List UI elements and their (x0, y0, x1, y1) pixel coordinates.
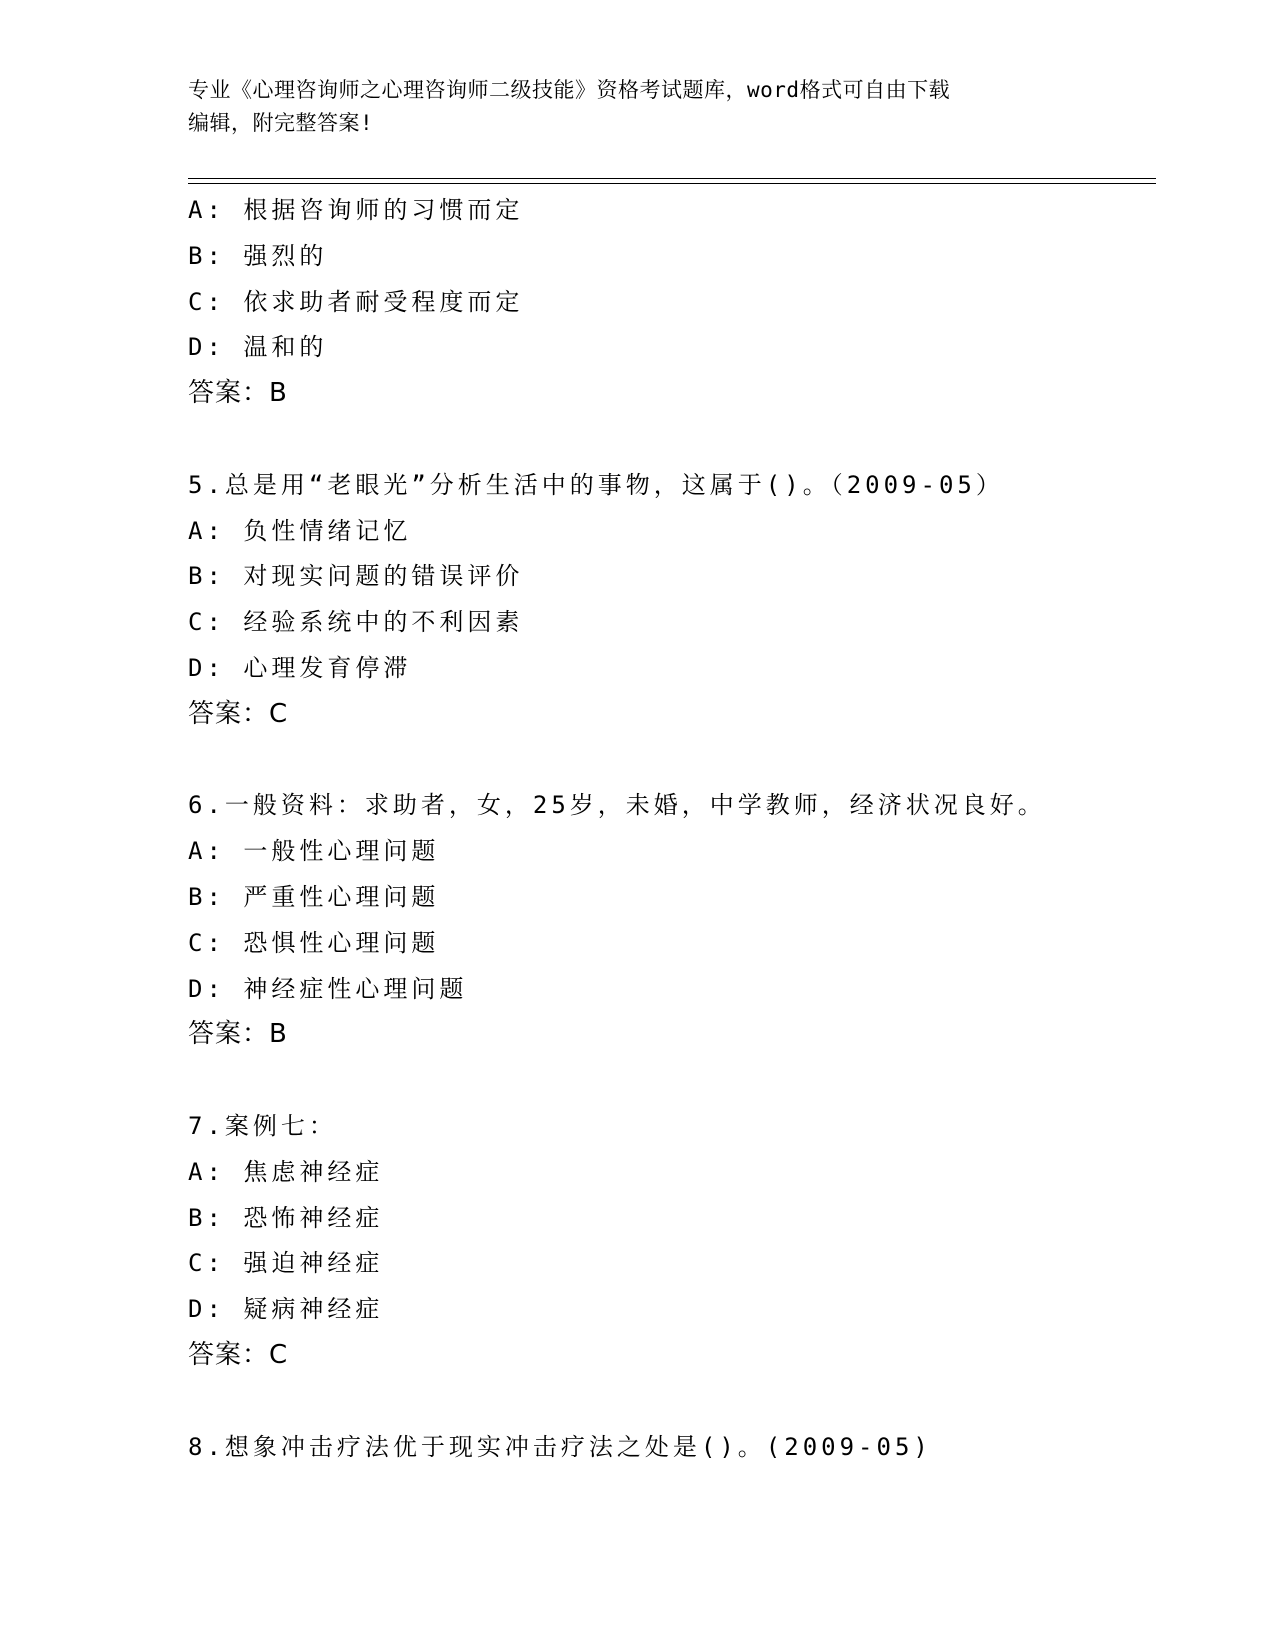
option-a: A: 根据咨询师的习惯而定 (188, 196, 524, 224)
option-d: D: 疑病神经症 (188, 1295, 384, 1324)
option-d: D: 神经症性心理问题 (188, 974, 468, 1003)
option-d: D: 心理发育停滞 (188, 653, 412, 682)
question-list (188, 188, 1148, 1470)
option-a: A: 一般性心理问题 (188, 837, 440, 866)
spacer (188, 1379, 1148, 1425)
header-line-1: 专业《心理咨询师之心理咨询师二级技能》资格考试题库，word格式可自由下载 (188, 78, 951, 102)
option-b: B: 对现实问题的错误评价 (188, 562, 524, 591)
answer-label: 答案：C (188, 1339, 289, 1370)
question-block-5 (188, 463, 1148, 738)
option-c: C: 强迫神经症 (188, 1249, 384, 1278)
document-header (188, 74, 1088, 140)
option-d: D: 温和的 (188, 333, 328, 362)
question-text: 8.想象冲击疗法优于现实冲击疗法之处是()。(2009-05) (188, 1432, 932, 1461)
question-block-7 (188, 1104, 1148, 1379)
option-c: C: 经验系统中的不利因素 (188, 608, 524, 637)
option-b: B: 强烈的 (188, 241, 328, 270)
question-block-4 (188, 188, 1148, 417)
header-rule-bottom (188, 183, 1156, 184)
header-rule-top (188, 178, 1156, 179)
question-block-8 (188, 1425, 1148, 1471)
question-block-6 (188, 783, 1148, 1058)
option-c: C: 依求助者耐受程度而定 (188, 287, 524, 316)
spacer (188, 1058, 1148, 1104)
question-text: 6.一般资料：求助者，女，25岁，未婚，中学教师，经济状况良好。 (188, 791, 1046, 820)
answer-label: 答案：C (188, 698, 289, 729)
option-b: B: 恐怖神经症 (188, 1203, 384, 1232)
question-text: 7.案例七： (188, 1111, 337, 1140)
question-text: 5.总是用“老眼光”分析生活中的事物，这属于()。（2009-05） (188, 470, 1004, 499)
option-b: B: 严重性心理问题 (188, 882, 440, 911)
answer-label: 答案：B (188, 378, 288, 409)
answer-label: 答案：B (188, 1019, 288, 1050)
option-a: A: 负性情绪记忆 (188, 516, 412, 545)
option-a: A: 焦虑神经症 (188, 1157, 384, 1186)
spacer (188, 738, 1148, 784)
spacer (188, 417, 1148, 463)
option-c: C: 恐惧性心理问题 (188, 928, 440, 957)
header-line-2: 编辑，附完整答案! (188, 111, 374, 135)
